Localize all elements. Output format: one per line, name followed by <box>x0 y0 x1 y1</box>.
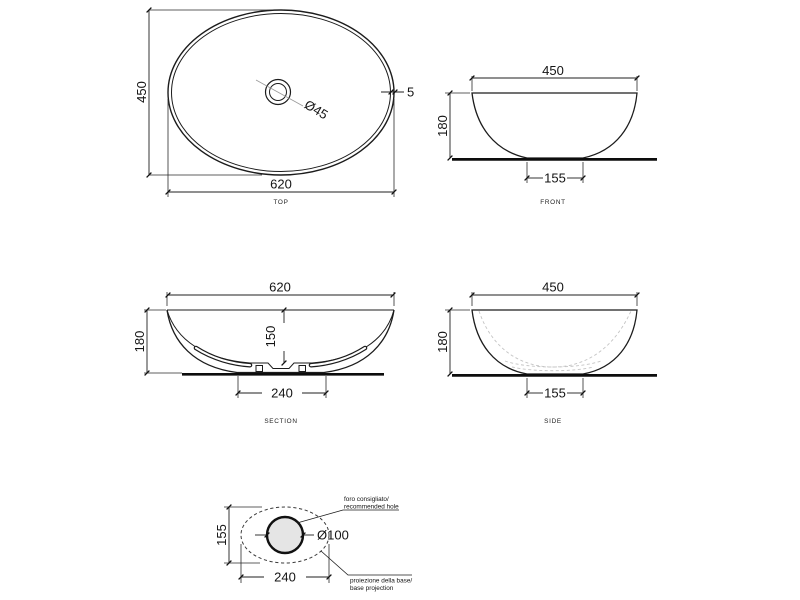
front-view-label: FRONT <box>540 199 566 206</box>
front-width-value: 450 <box>542 63 564 78</box>
front-basin-outline <box>472 93 637 158</box>
side-view <box>435 280 657 426</box>
section-inner-profile <box>167 310 394 369</box>
recommended-hole-circle <box>267 517 303 553</box>
dim-section-width <box>166 280 396 307</box>
base-width-value: 240 <box>274 569 296 585</box>
basin-inner-rim <box>172 14 391 172</box>
rim-thickness-value: 5 <box>407 84 415 100</box>
front-view <box>435 63 657 206</box>
dim-front-base <box>525 162 586 186</box>
section-view <box>132 280 395 426</box>
side-hidden-slot-upper <box>505 361 601 367</box>
dim-side-height <box>435 308 470 377</box>
top-height-value: 450 <box>134 81 149 103</box>
top-view <box>134 8 414 206</box>
projection-note-line1: proiezione della base/ <box>350 577 413 585</box>
base-projection-annotation <box>321 551 412 592</box>
dim-base-height <box>214 505 262 566</box>
basin-outer-rim <box>168 10 394 175</box>
side-hidden-inner-profile <box>479 311 631 367</box>
base-height-value: 155 <box>214 524 229 546</box>
hole-diameter-value: Ø100 <box>317 527 349 543</box>
section-base-value: 240 <box>271 385 293 401</box>
hole-note-line2: recommended hole <box>344 503 399 511</box>
dim-side-base <box>525 378 586 401</box>
hole-note-line1: foro consigliato/ <box>344 496 389 503</box>
front-height-value: 180 <box>435 115 450 137</box>
dim-rim-thickness <box>381 85 414 100</box>
dim-front-height <box>435 91 470 161</box>
side-base-value: 155 <box>544 385 566 401</box>
section-view-label: SECTION <box>264 418 298 425</box>
section-outer-profile <box>167 310 394 373</box>
side-height-value: 180 <box>435 331 450 353</box>
section-width-value: 620 <box>269 279 291 295</box>
dim-section-base <box>236 376 329 401</box>
section-height-value: 180 <box>132 330 147 353</box>
side-view-label: SIDE <box>544 418 562 425</box>
projection-note-line2: base projection <box>350 585 394 592</box>
dim-section-height <box>132 308 182 376</box>
base-detail-view <box>214 496 412 592</box>
front-base-value: 155 <box>544 170 566 186</box>
dim-top-width <box>166 96 397 197</box>
drain-diameter-label: Ø45 <box>301 96 331 123</box>
side-hidden-slot-lower <box>512 367 594 371</box>
section-left-notch <box>256 366 263 372</box>
hole-annotation <box>297 496 399 523</box>
top-view-label: TOP <box>273 199 289 206</box>
top-width-value: 620 <box>270 176 292 192</box>
side-width-value: 450 <box>542 279 564 295</box>
dim-section-depth <box>263 308 286 366</box>
section-right-notch <box>299 366 306 372</box>
section-depth-value: 150 <box>263 325 278 348</box>
dim-front-width <box>470 63 640 91</box>
dim-side-width <box>470 280 640 307</box>
